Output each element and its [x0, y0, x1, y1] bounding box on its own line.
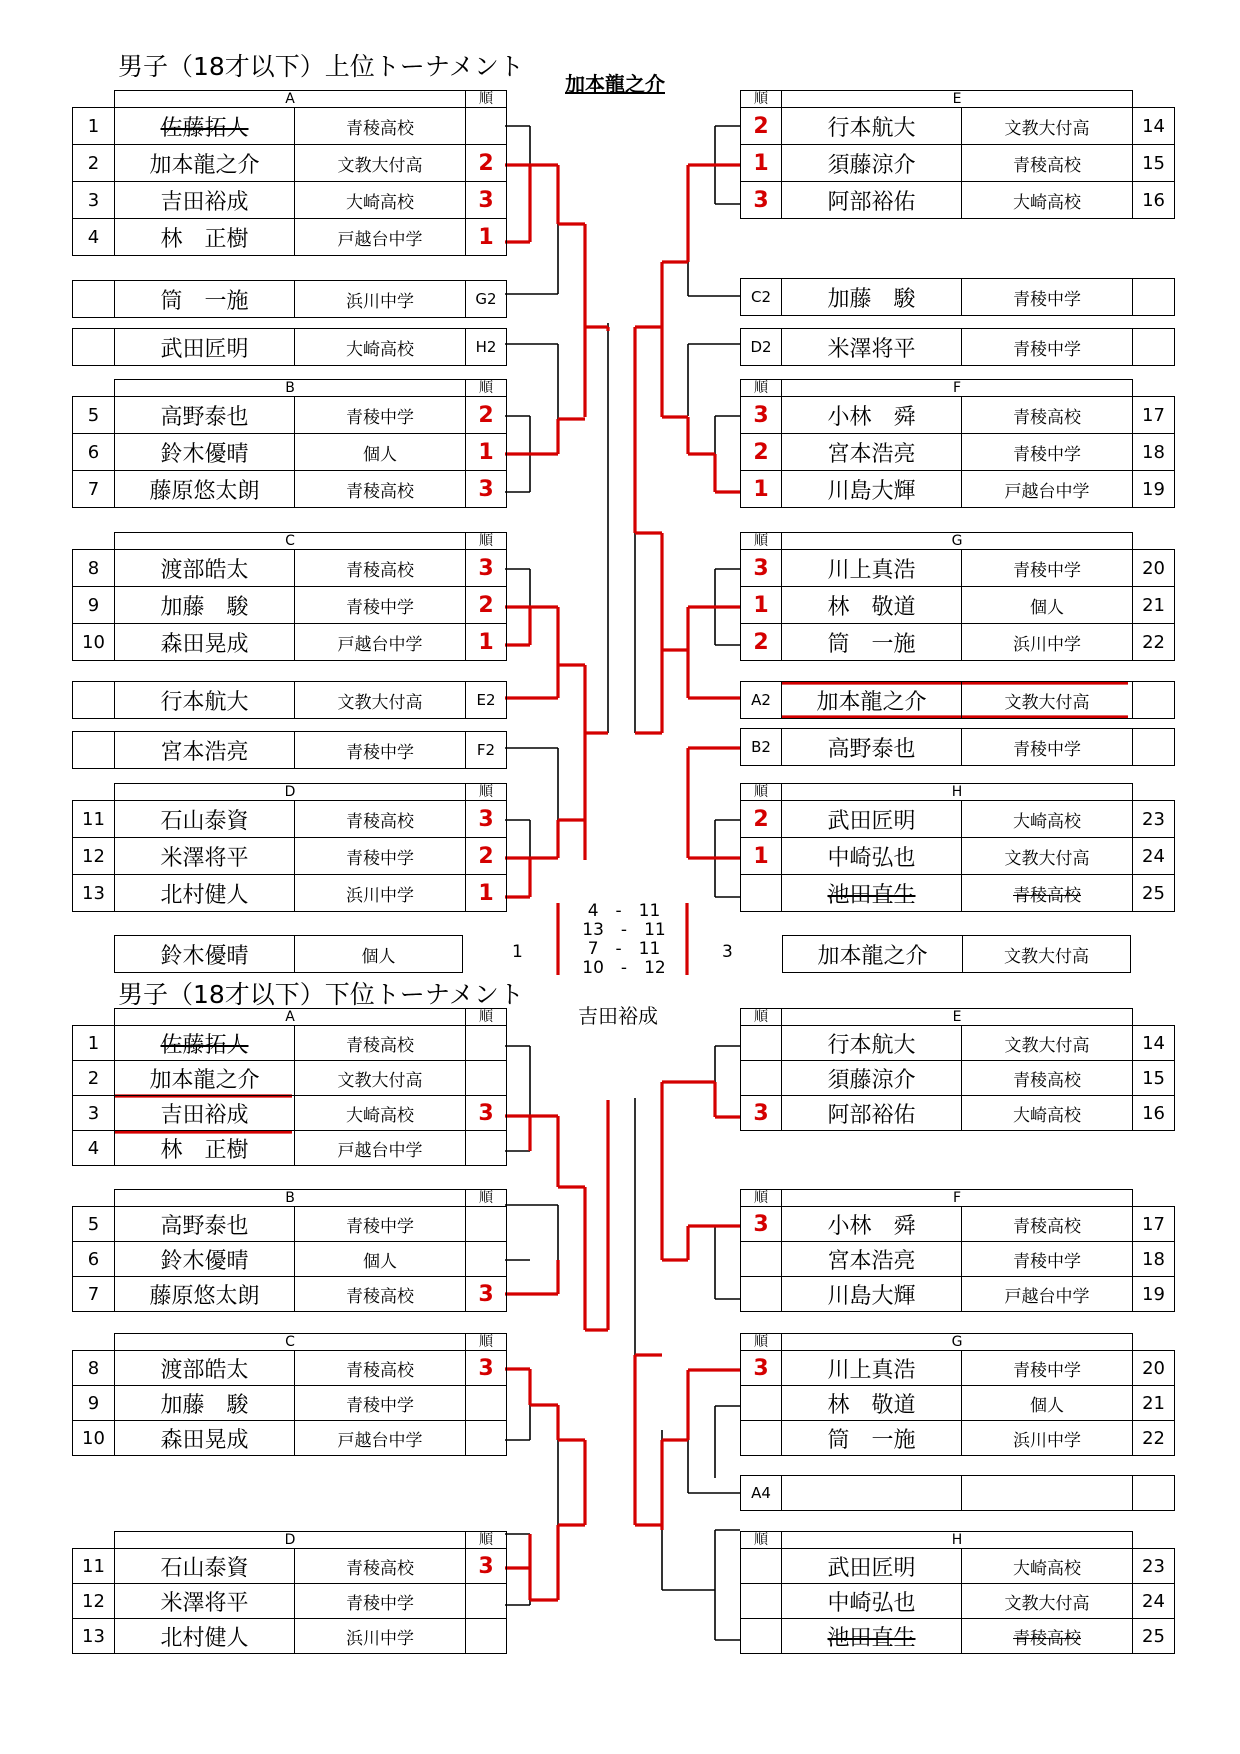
table-row: 宮本浩亮 青稜中学 18 [741, 1242, 1175, 1277]
rank-header: 順 [466, 380, 507, 397]
game-score: 7 - 11 [587, 939, 661, 959]
table-row: 筒 一施 浜川中学 22 [741, 1421, 1175, 1456]
table-row: 5 高野泰也 青稜中学 [73, 1207, 507, 1242]
table-row: 筒 一施 浜川中学 G2 [73, 281, 507, 318]
rank-header: 順 [741, 1334, 782, 1351]
lower-winner: 吉田裕成 [578, 1004, 658, 1028]
lower-group-f-table [740, 1189, 1175, 1312]
table-row: 行本航大 文教大付高 E2 [73, 682, 507, 719]
lower-title: 男子（18才以下）下位トーナメント [118, 980, 524, 1009]
lower-group-e-table [740, 1008, 1175, 1131]
group-label: F [782, 1190, 1133, 1207]
table-row: 2 宮本浩亮 青稜中学 18 [741, 434, 1175, 471]
game-score: 4 - 11 [587, 901, 661, 921]
rank-header: 順 [741, 380, 782, 397]
player-name-struck: 佐藤拓人 [115, 1026, 295, 1061]
upper-seed-a2 [740, 681, 1175, 719]
rank-header: 順 [466, 1532, 507, 1549]
table-row: 2 加本龍之介 文教大付高 [73, 1061, 507, 1096]
table-row: 加本龍之介 文教大付高 [783, 936, 1131, 973]
table-row: 中崎弘也 文教大付高 24 [741, 1584, 1175, 1619]
group-label: E [782, 1009, 1133, 1026]
final-left-score: 1 [512, 942, 523, 962]
table-row: 10 森田晃成 戸越台中学 [73, 1421, 507, 1456]
final-games [568, 902, 680, 978]
group-label: G [782, 533, 1133, 550]
upper-winner: 加本龍之介 [565, 72, 665, 96]
rank-header: 順 [741, 1532, 782, 1549]
table-row: B2 高野泰也 青稜中学 [741, 729, 1175, 766]
rank-header: 順 [466, 533, 507, 550]
group-label: D [115, 1532, 466, 1549]
group-label: A [115, 91, 466, 108]
table-row: 2 筒 一施 浜川中学 22 [741, 624, 1175, 661]
table-row: 池田直生 青稜高校 25 [741, 1619, 1175, 1654]
group-label: F [782, 380, 1133, 397]
table-row: 10 森田晃成 戸越台中学 1 [73, 624, 507, 661]
table-row: 8 渡部皓太 青稜高校 3 [73, 1351, 507, 1386]
upper-title: 男子（18才以下）上位トーナメント [118, 52, 524, 81]
rank-header: 順 [741, 1009, 782, 1026]
lower-group-d-table [72, 1531, 507, 1654]
table-row: 行本航大 文教大付高 14 [741, 1026, 1175, 1061]
table-row: 12 米澤将平 青稜中学 [73, 1584, 507, 1619]
table-row: 2 行本航大 文教大付高 14 [741, 108, 1175, 145]
upper-seed-c2 [740, 278, 1175, 316]
upper-seed-b2 [740, 728, 1175, 766]
table-row: 6 鈴木優晴 個人 1 [73, 434, 507, 471]
rank-header: 順 [466, 91, 507, 108]
rank-header: 順 [466, 1334, 507, 1351]
table-row: 池田直生 青稜高校 25 [741, 875, 1175, 912]
table-row: 1 中崎弘也 文教大付高 24 [741, 838, 1175, 875]
upper-third-left [114, 935, 463, 973]
table-row: 1 須藤涼介 青稜高校 15 [741, 145, 1175, 182]
game-score: 13 - 11 [582, 920, 666, 940]
group-label: G [782, 1334, 1133, 1351]
upper-group-g-table [740, 532, 1175, 661]
table-row: A2 加本龍之介 文教大付高 [741, 682, 1175, 719]
table-row: 6 鈴木優晴 個人 [73, 1242, 507, 1277]
table-row: 8 渡部皓太 青稜高校 3 [73, 550, 507, 587]
rank-header: 順 [466, 1009, 507, 1026]
lower-seed-a4 [740, 1475, 1175, 1511]
table-row: 4 林 正樹 戸越台中学 1 [73, 219, 507, 256]
table-row: 9 加藤 駿 青稜中学 2 [73, 587, 507, 624]
table-row: 11 石山泰資 青稜高校 3 [73, 1549, 507, 1584]
table-row: 2 加本龍之介 文教大付高 2 [73, 145, 507, 182]
final-right-score: 3 [722, 942, 733, 962]
table-row: 5 高野泰也 青稜中学 2 [73, 397, 507, 434]
upper-group-d-table [72, 783, 507, 912]
table-row: 1 林 敬道 個人 21 [741, 587, 1175, 624]
table-row: 武田匠明 大崎高校 H2 [73, 329, 507, 366]
table-row: A4 [741, 1476, 1175, 1511]
upper-group-b-table [72, 379, 507, 508]
group-label: A [115, 1009, 466, 1026]
upper-group-f-table [740, 379, 1175, 508]
table-row: 7 藤原悠太朗 青稜高校 3 [73, 471, 507, 508]
table-row: 4 林 正樹 戸越台中学 [73, 1131, 507, 1166]
group-label: D [115, 784, 466, 801]
table-row: 3 阿部裕佑 大崎高校 16 [741, 182, 1175, 219]
rank-header: 順 [741, 1190, 782, 1207]
upper-seed-e2 [72, 681, 507, 719]
table-row: 3 小林 舜 青稜高校 17 [741, 397, 1175, 434]
upper-group-e-table [740, 90, 1175, 219]
bracket-black-lines [505, 126, 740, 1640]
table-row: C2 加藤 駿 青稜中学 [741, 279, 1175, 316]
group-label: H [782, 1532, 1133, 1549]
table-row: 3 吉田裕成 大崎高校 3 [73, 1096, 507, 1131]
table-row: 2 武田匠明 大崎高校 23 [741, 801, 1175, 838]
lower-group-b-table [72, 1189, 507, 1312]
table-row: 鈴木優晴 個人 [115, 936, 463, 973]
table-row: 1 佐藤拓人 青稜高校 [73, 108, 507, 145]
upper-seed-f2 [72, 731, 507, 769]
lower-group-a-table [72, 1008, 507, 1166]
upper-seed-d2 [740, 328, 1175, 366]
rank-header: 順 [741, 533, 782, 550]
table-row: 9 加藤 駿 青稜中学 [73, 1386, 507, 1421]
table-row: 3 川上真浩 青稜中学 20 [741, 550, 1175, 587]
table-row: 宮本浩亮 青稜中学 F2 [73, 732, 507, 769]
group-label: C [115, 533, 466, 550]
upper-group-a-table [72, 90, 507, 256]
table-row: D2 米澤将平 青稜中学 [741, 329, 1175, 366]
rank-header: 順 [466, 1190, 507, 1207]
upper-group-h-table [740, 783, 1175, 912]
table-row: 3 小林 舜 青稜高校 17 [741, 1207, 1175, 1242]
table-row: 1 佐藤拓人 青稜高校 [73, 1026, 507, 1061]
group-label: B [115, 380, 466, 397]
table-row: 12 米澤将平 青稜中学 2 [73, 838, 507, 875]
lower-group-h-table [740, 1531, 1175, 1654]
group-label: B [115, 1190, 466, 1207]
table-row: 川島大輝 戸越台中学 19 [741, 1277, 1175, 1312]
table-row: 3 吉田裕成 大崎高校 3 [73, 182, 507, 219]
lower-group-c-table [72, 1333, 507, 1456]
table-row: 13 北村健人 浜川中学 1 [73, 875, 507, 912]
player-name-struck: 池田直生 [782, 1619, 962, 1654]
rank-header: 順 [741, 91, 782, 108]
table-row: 林 敬道 個人 21 [741, 1386, 1175, 1421]
upper-group-c-table [72, 532, 507, 661]
upper-seed-h2 [72, 328, 507, 366]
upper-third-right [782, 935, 1131, 973]
table-row: 3 川上真浩 青稜中学 20 [741, 1351, 1175, 1386]
rank-header: 順 [466, 784, 507, 801]
upper-seed-g2 [72, 280, 507, 318]
player-name-struck: 佐藤拓人 [115, 108, 295, 145]
group-label: H [782, 784, 1133, 801]
table-row: 3 阿部裕佑 大崎高校 16 [741, 1096, 1175, 1131]
group-label: C [115, 1334, 466, 1351]
group-label: E [782, 91, 1133, 108]
table-row: 須藤涼介 青稜高校 15 [741, 1061, 1175, 1096]
table-row: 13 北村健人 浜川中学 [73, 1619, 507, 1654]
game-score: 10 - 12 [582, 958, 666, 978]
player-name-struck: 池田直生 [782, 875, 962, 912]
lower-group-g-table [740, 1333, 1175, 1456]
rank-header: 順 [741, 784, 782, 801]
table-row: 7 藤原悠太朗 青稜高校 3 [73, 1277, 507, 1312]
table-row: 11 石山泰資 青稜高校 3 [73, 801, 507, 838]
table-row: 武田匠明 大崎高校 23 [741, 1549, 1175, 1584]
table-row: 1 川島大輝 戸越台中学 19 [741, 471, 1175, 508]
